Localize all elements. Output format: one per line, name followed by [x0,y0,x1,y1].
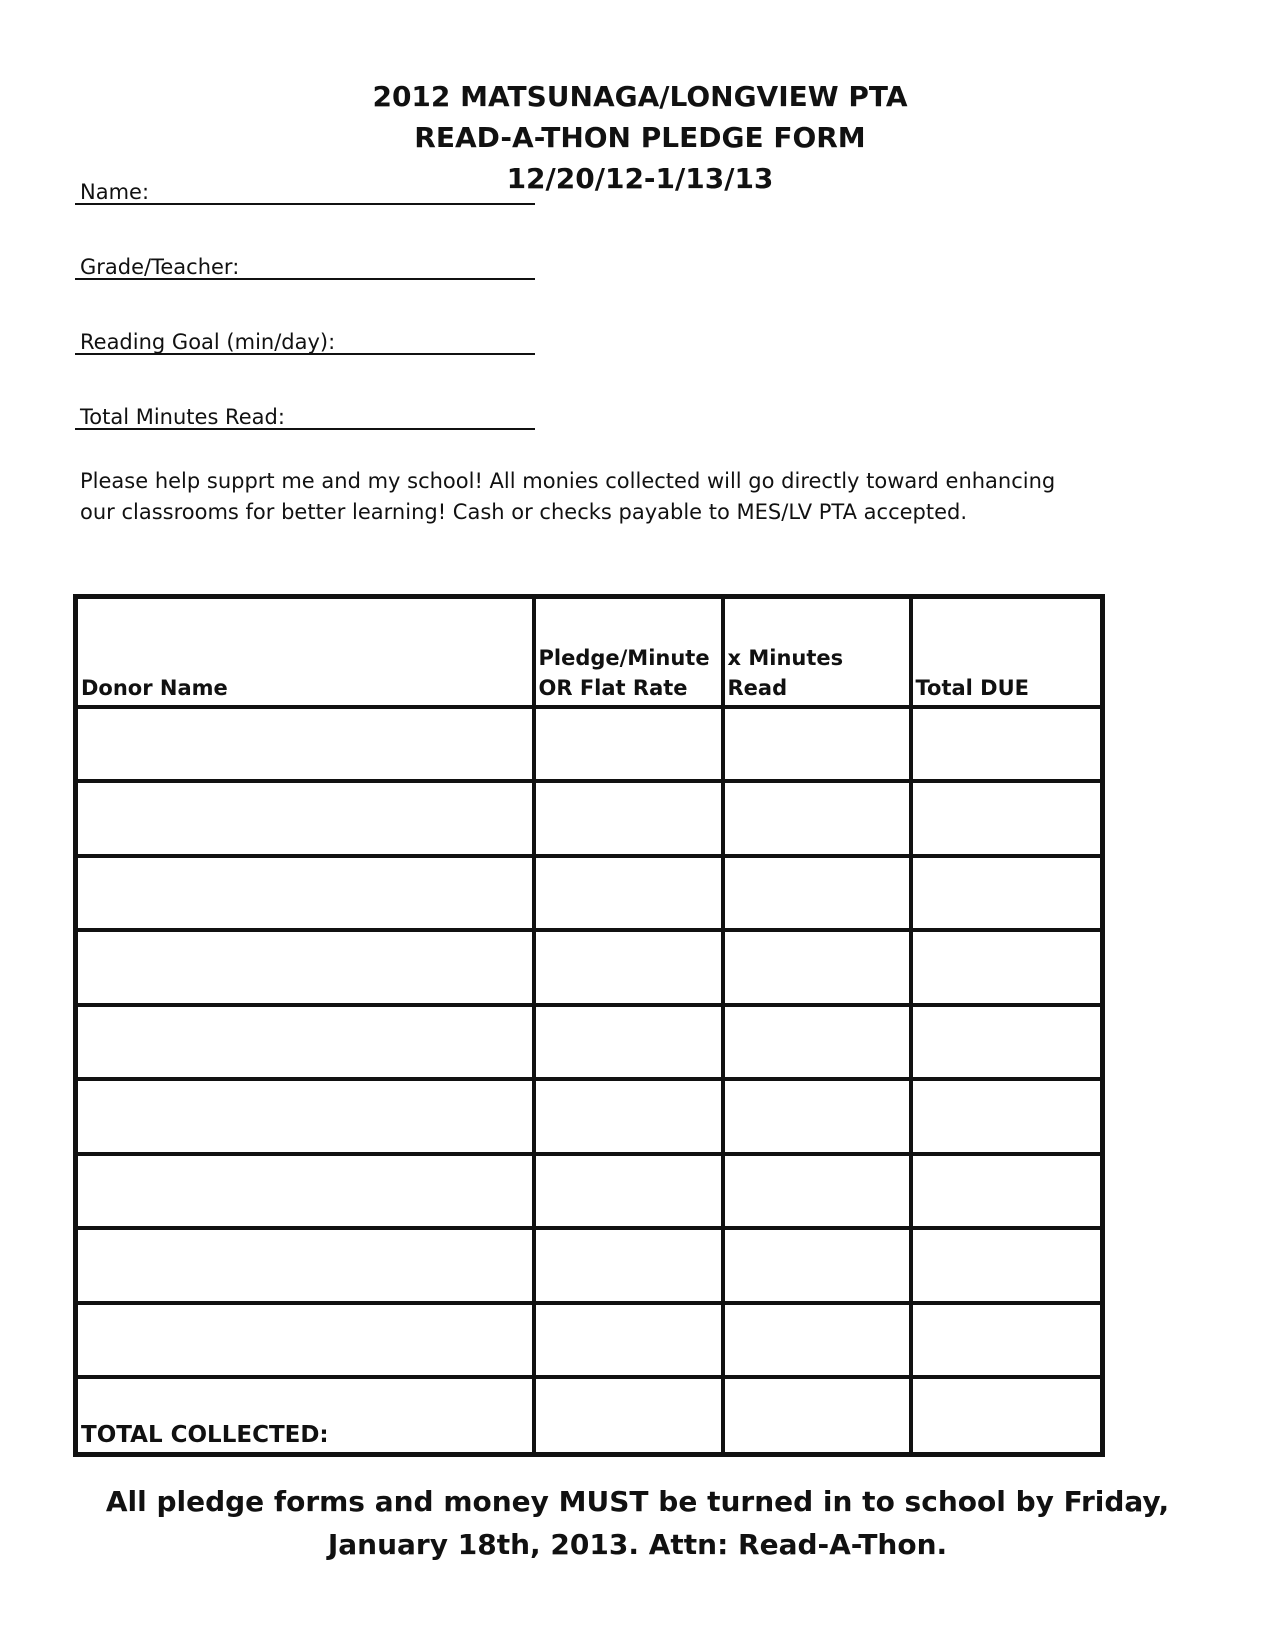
table-header-row [76,597,1103,707]
total-minutes-field[interactable] [75,406,535,430]
pledge-cell[interactable] [534,930,723,1005]
header-donor-name: Donor Name [76,597,534,707]
total-pledge-cell[interactable] [534,1377,723,1454]
pledge-cell[interactable] [534,856,723,931]
title-line-2: READ-A-THON PLEDGE FORM [414,121,866,154]
total-row [76,1377,1103,1454]
pledge-cell[interactable] [534,707,723,782]
title-line-1: 2012 MATSUNAGA/LONGVIEW PTA [372,80,908,113]
total-cell[interactable] [911,707,1103,782]
header-pledge-line-1: Pledge/Minute [538,645,710,670]
pledge-cell[interactable] [534,1228,723,1303]
minutes-cell[interactable] [723,781,911,856]
table-row [76,707,1103,782]
pledge-table [73,594,1105,1457]
header-pledge [534,597,723,707]
donor-cell[interactable] [76,1005,534,1080]
minutes-cell[interactable] [723,707,911,782]
deadline-notice [80,1480,1195,1566]
pledge-cell[interactable] [534,1154,723,1229]
minutes-cell[interactable] [723,1079,911,1154]
total-minutes-cell[interactable] [723,1377,911,1454]
table-row [76,1154,1103,1229]
total-cell[interactable] [911,1228,1103,1303]
minutes-cell[interactable] [723,1303,911,1378]
pledge-cell[interactable] [534,1303,723,1378]
donor-cell[interactable] [76,781,534,856]
grade-teacher-label: Grade/Teacher: [80,255,240,279]
header-total-due: Total DUE [911,597,1103,707]
minutes-cell[interactable] [723,1228,911,1303]
total-due-cell[interactable] [911,1377,1103,1454]
donor-cell[interactable] [76,1228,534,1303]
header-pledge-line-2: OR Flat Rate [538,675,688,700]
minutes-cell[interactable] [723,856,911,931]
donor-cell[interactable] [76,1154,534,1229]
donor-cell[interactable] [76,707,534,782]
minutes-cell[interactable] [723,1154,911,1229]
donor-cell[interactable] [76,856,534,931]
intro-line-2: our classrooms for better learning! Cash or checks payable to MES/LV PTA accepted. [80,500,968,524]
total-cell[interactable] [911,1079,1103,1154]
total-cell[interactable] [911,930,1103,1005]
table-row [76,930,1103,1005]
table-row [76,1228,1103,1303]
footer-line-2: January 18th, 2013. Attn: Read-A-Thon. [327,1528,948,1561]
total-cell[interactable] [911,856,1103,931]
table-row [76,781,1103,856]
reading-goal-field[interactable] [75,331,535,355]
total-cell[interactable] [911,1005,1103,1080]
pledge-cell[interactable] [534,1079,723,1154]
total-minutes-label: Total Minutes Read: [80,405,285,429]
total-cell[interactable] [911,1303,1103,1378]
pledge-cell[interactable] [534,781,723,856]
table-row [76,1079,1103,1154]
date-range: 12/20/12-1/13/13 [506,162,774,195]
donor-cell[interactable] [76,1303,534,1378]
grade-teacher-field[interactable] [75,256,535,280]
total-cell[interactable] [911,1154,1103,1229]
name-field[interactable] [75,181,535,205]
donor-cell[interactable] [76,930,534,1005]
minutes-cell[interactable] [723,1005,911,1080]
table-row [76,1303,1103,1378]
intro-line-1: Please help supprt me and my school! All monies collected will go directly toward enhancing [80,469,1056,493]
minutes-cell[interactable] [723,930,911,1005]
reading-goal-label: Reading Goal (min/day): [80,330,336,354]
total-cell[interactable] [911,781,1103,856]
intro-text [80,466,1080,528]
name-label: Name: [80,180,150,204]
total-collected-label: TOTAL COLLECTED: [76,1377,534,1454]
donor-cell[interactable] [76,1079,534,1154]
pledge-cell[interactable] [534,1005,723,1080]
table-row [76,856,1103,931]
header-minutes-read: x Minutes Read [723,597,911,707]
table-row [76,1005,1103,1080]
footer-line-1: All pledge forms and money MUST be turned in to school by Friday, [105,1485,1170,1518]
